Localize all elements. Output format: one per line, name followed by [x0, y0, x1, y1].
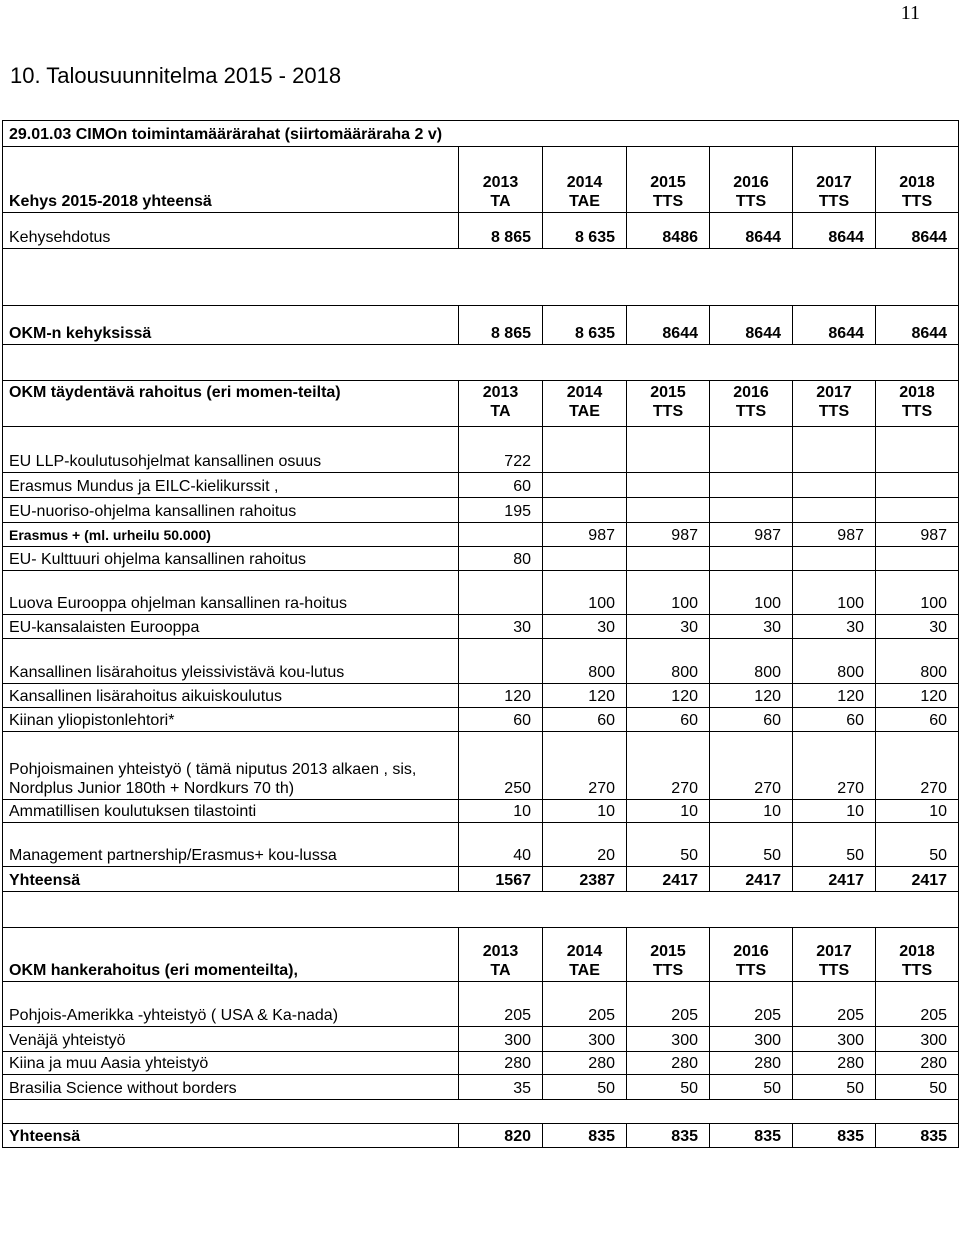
year-label: 2017 — [816, 943, 852, 960]
value-cell: 205 — [543, 982, 627, 1027]
page-number: 11 — [900, 2, 920, 24]
year-header-cell — [627, 147, 710, 213]
value-cell — [543, 547, 627, 571]
value-cell: 30 — [710, 615, 793, 639]
row-label: Brasilia Science without borders — [3, 1075, 459, 1100]
value-cell — [876, 473, 959, 498]
value-cell: 987 — [876, 523, 959, 547]
budget-kind-label: TA — [490, 193, 511, 210]
value-cell: 60 — [459, 473, 543, 498]
year-header-cell — [459, 381, 543, 427]
value-cell: 2417 — [793, 867, 876, 892]
value-cell: 2387 — [543, 867, 627, 892]
value-cell: 50 — [710, 823, 793, 867]
year-label: 2018 — [899, 384, 935, 401]
year-header-cell — [543, 381, 627, 427]
hanke-header-row — [3, 928, 959, 982]
year-label: 2018 — [899, 174, 935, 191]
row-label: EU-kansalaisten Eurooppa — [3, 615, 459, 639]
value-cell: 10 — [710, 800, 793, 823]
hanke-total-row — [3, 1124, 959, 1148]
value-cell: 800 — [627, 639, 710, 684]
value-cell — [459, 523, 543, 547]
year-label: 2017 — [816, 384, 852, 401]
year-label: 2013 — [482, 174, 519, 191]
value-cell: 50 — [876, 1075, 959, 1100]
value-cell: 60 — [627, 708, 710, 732]
value-cell: 722 — [459, 427, 543, 473]
spacer-row — [3, 345, 959, 381]
year-header-cell — [543, 928, 627, 982]
year-header-cell — [459, 147, 543, 213]
row-label: OKM-n kehyksissä — [3, 306, 459, 345]
okm-kehys-row — [3, 306, 959, 345]
page-heading: 10. Talousuunnitelma 2015 - 2018 — [10, 63, 342, 88]
budget-kind-label: TA — [490, 403, 511, 420]
value-cell: 40 — [459, 823, 543, 867]
value-cell: 50 — [627, 823, 710, 867]
section-title: 29.01.03 CIMOn toimintamäärärahat (siirtomääräraha 2 v) — [3, 121, 959, 147]
value-cell — [793, 498, 876, 523]
value-cell: 820 — [459, 1124, 543, 1148]
year-header-cell — [793, 381, 876, 427]
value-cell: 50 — [627, 1075, 710, 1100]
value-cell — [543, 473, 627, 498]
year-header-cell — [710, 147, 793, 213]
kehys-header-row — [3, 147, 959, 213]
value-cell: 8 865 — [459, 213, 543, 249]
value-cell: 120 — [543, 684, 627, 708]
value-cell: 800 — [543, 639, 627, 684]
year-header-cell — [876, 928, 959, 982]
section-title-row — [3, 121, 959, 147]
value-cell: 100 — [793, 571, 876, 615]
row-label: EU LLP-koulutusohjelmat kansallinen osuus — [3, 427, 459, 473]
value-cell: 800 — [710, 639, 793, 684]
value-cell: 120 — [710, 684, 793, 708]
value-cell: 8 865 — [459, 306, 543, 345]
value-cell: 50 — [793, 1075, 876, 1100]
value-cell: 280 — [710, 1052, 793, 1075]
value-cell: 10 — [543, 800, 627, 823]
value-cell: 60 — [543, 708, 627, 732]
value-cell — [793, 473, 876, 498]
year-label: 2016 — [733, 384, 769, 401]
year-label: 2014 — [566, 384, 603, 401]
empty-cell — [3, 1100, 959, 1124]
project-row — [3, 982, 959, 1027]
value-cell: 280 — [543, 1052, 627, 1075]
funding-row — [3, 800, 959, 823]
value-cell — [710, 547, 793, 571]
value-cell: 100 — [876, 571, 959, 615]
value-cell: 195 — [459, 498, 543, 523]
row-label: Kansallinen lisärahoitus aikuiskoulutus — [3, 684, 459, 708]
value-cell: 205 — [710, 982, 793, 1027]
year-header-cell — [627, 381, 710, 427]
budget-kind-label: TA — [490, 962, 511, 979]
value-cell: 100 — [627, 571, 710, 615]
funding-row — [3, 547, 959, 571]
value-cell: 120 — [793, 684, 876, 708]
year-header-cell — [710, 928, 793, 982]
year-header-cell — [459, 928, 543, 982]
budget-kind-label: TTS — [901, 962, 933, 979]
value-cell: 835 — [793, 1124, 876, 1148]
value-cell: 8644 — [793, 213, 876, 249]
value-cell: 987 — [543, 523, 627, 547]
year-header-cell — [876, 381, 959, 427]
value-cell: 280 — [876, 1052, 959, 1075]
value-cell — [710, 498, 793, 523]
value-cell: 300 — [627, 1027, 710, 1052]
row-label: Erasmus + (ml. urheilu 50.000) — [3, 523, 459, 547]
value-cell: 270 — [876, 732, 959, 800]
budget-kind-label: TTS — [818, 193, 850, 210]
year-label: 2015 — [650, 174, 686, 191]
value-cell: 50 — [876, 823, 959, 867]
project-row — [3, 1075, 959, 1100]
value-cell — [876, 498, 959, 523]
value-cell: 30 — [876, 615, 959, 639]
value-cell: 10 — [627, 800, 710, 823]
project-row — [3, 1027, 959, 1052]
value-cell: 205 — [627, 982, 710, 1027]
year-label: 2017 — [816, 174, 852, 191]
value-cell — [793, 427, 876, 473]
year-header-cell — [876, 147, 959, 213]
budget-kind-label: TTS — [652, 403, 684, 420]
value-cell: 120 — [459, 684, 543, 708]
value-cell: 60 — [459, 708, 543, 732]
value-cell: 8644 — [710, 306, 793, 345]
funding-row — [3, 498, 959, 523]
value-cell: 120 — [627, 684, 710, 708]
year-label: 2013 — [482, 943, 519, 960]
year-header-cell — [793, 928, 876, 982]
value-cell — [627, 473, 710, 498]
year-label: 2015 — [650, 943, 686, 960]
row-label: EU- Kulttuuri ohjelma kansallinen rahoitus — [3, 547, 459, 571]
value-cell: 835 — [710, 1124, 793, 1148]
budget-kind-label: TAE — [569, 962, 600, 979]
budget-kind-label: TTS — [901, 193, 933, 210]
value-cell — [876, 547, 959, 571]
row-label: OKM täydentävä rahoitus (eri momen-teilta) — [3, 381, 459, 427]
funding-row — [3, 615, 959, 639]
value-cell: 987 — [627, 523, 710, 547]
value-cell: 300 — [543, 1027, 627, 1052]
value-cell: 50 — [793, 823, 876, 867]
value-cell — [459, 571, 543, 615]
value-cell: 205 — [793, 982, 876, 1027]
value-cell: 835 — [876, 1124, 959, 1148]
year-header-cell — [710, 381, 793, 427]
year-label: 2013 — [482, 384, 519, 401]
value-cell: 50 — [543, 1075, 627, 1100]
value-cell — [710, 473, 793, 498]
value-cell — [459, 639, 543, 684]
budget-kind-label: TAE — [569, 403, 600, 420]
year-label: 2016 — [733, 943, 769, 960]
row-label: Yhteensä — [3, 1124, 459, 1148]
value-cell: 60 — [710, 708, 793, 732]
value-cell: 8644 — [710, 213, 793, 249]
row-label: Management partnership/Erasmus+ kou-lussa — [3, 823, 459, 867]
value-cell: 835 — [543, 1124, 627, 1148]
value-cell: 2417 — [627, 867, 710, 892]
value-cell: 270 — [627, 732, 710, 800]
budget-kind-label: TTS — [818, 403, 850, 420]
value-cell: 270 — [543, 732, 627, 800]
value-cell: 987 — [793, 523, 876, 547]
budget-table — [2, 120, 959, 1148]
value-cell: 800 — [876, 639, 959, 684]
funding-row — [3, 571, 959, 615]
budget-table-body — [3, 121, 959, 1148]
row-label: Luova Eurooppa ohjelman kansallinen ra-hoitus — [3, 571, 459, 615]
project-row — [3, 1052, 959, 1075]
value-cell: 300 — [459, 1027, 543, 1052]
value-cell: 35 — [459, 1075, 543, 1100]
funding-row — [3, 823, 959, 867]
funding-row — [3, 523, 959, 547]
budget-kind-label: TTS — [735, 193, 767, 210]
value-cell: 20 — [543, 823, 627, 867]
value-cell: 270 — [710, 732, 793, 800]
value-cell: 80 — [459, 547, 543, 571]
row-label: EU-nuoriso-ohjelma kansallinen rahoitus — [3, 498, 459, 523]
budget-kind-label: TAE — [569, 193, 600, 210]
value-cell: 60 — [793, 708, 876, 732]
funding-row — [3, 473, 959, 498]
value-cell: 8644 — [876, 213, 959, 249]
value-cell: 30 — [627, 615, 710, 639]
value-cell — [627, 547, 710, 571]
value-cell: 987 — [710, 523, 793, 547]
year-header-cell — [543, 147, 627, 213]
row-label: Kiinan yliopistonlehtori* — [3, 708, 459, 732]
year-label: 2014 — [566, 174, 603, 191]
value-cell: 8644 — [793, 306, 876, 345]
empty-cell — [3, 249, 959, 306]
value-cell — [876, 427, 959, 473]
value-cell: 835 — [627, 1124, 710, 1148]
row-label: OKM hankerahoitus (eri momenteilta), — [3, 928, 459, 982]
value-cell: 2417 — [876, 867, 959, 892]
row-label: Ammatillisen koulutuksen tilastointi — [3, 800, 459, 823]
funding-row — [3, 708, 959, 732]
budget-kind-label: TTS — [735, 962, 767, 979]
funding-row — [3, 732, 959, 800]
value-cell: 280 — [459, 1052, 543, 1075]
value-cell — [543, 498, 627, 523]
year-label: 2016 — [733, 174, 769, 191]
value-cell — [543, 427, 627, 473]
row-label: Venäjä yhteistyö — [3, 1027, 459, 1052]
value-cell: 8644 — [627, 306, 710, 345]
budget-kind-label: TTS — [735, 403, 767, 420]
value-cell — [793, 547, 876, 571]
value-cell: 250 — [459, 732, 543, 800]
spacer-row — [3, 1100, 959, 1124]
row-label: Kiina ja muu Aasia yhteistyö — [3, 1052, 459, 1075]
value-cell: 280 — [627, 1052, 710, 1075]
value-cell: 300 — [876, 1027, 959, 1052]
spacer-row — [3, 249, 959, 306]
row-label: Kansallinen lisärahoitus yleissivistävä kou-lutus — [3, 639, 459, 684]
value-cell: 8 635 — [543, 306, 627, 345]
year-label: 2018 — [899, 943, 935, 960]
value-cell: 205 — [876, 982, 959, 1027]
year-label: 2015 — [650, 384, 686, 401]
value-cell: 2417 — [710, 867, 793, 892]
value-cell: 8 635 — [543, 213, 627, 249]
value-cell: 800 — [793, 639, 876, 684]
value-cell — [710, 427, 793, 473]
spacer-row — [3, 892, 959, 928]
value-cell: 30 — [459, 615, 543, 639]
value-cell: 30 — [543, 615, 627, 639]
value-cell: 8486 — [627, 213, 710, 249]
funding-row — [3, 684, 959, 708]
row-label: Kehysehdotus — [3, 213, 459, 249]
budget-kind-label: TTS — [818, 962, 850, 979]
value-cell: 1567 — [459, 867, 543, 892]
row-label: Yhteensä — [3, 867, 459, 892]
value-cell: 10 — [793, 800, 876, 823]
funding-row — [3, 639, 959, 684]
value-cell — [627, 427, 710, 473]
row-label: Pohjoismainen yhteistyö ( tämä niputus 2013 alkaen , sis, Nordplus Junior 180th + Nordkurs 70 th) — [3, 732, 459, 800]
empty-cell — [3, 892, 959, 928]
value-cell: 30 — [793, 615, 876, 639]
value-cell: 8644 — [876, 306, 959, 345]
empty-cell — [3, 345, 959, 381]
value-cell — [627, 498, 710, 523]
value-cell: 270 — [793, 732, 876, 800]
value-cell: 300 — [710, 1027, 793, 1052]
taydentava-total-row — [3, 867, 959, 892]
budget-kind-label: TTS — [652, 193, 684, 210]
value-cell: 100 — [543, 571, 627, 615]
value-cell: 60 — [876, 708, 959, 732]
value-cell: 280 — [793, 1052, 876, 1075]
value-cell: 10 — [876, 800, 959, 823]
budget-kind-label: TTS — [652, 962, 684, 979]
value-cell: 100 — [710, 571, 793, 615]
row-label: Pohjois-Amerikka -yhteistyö ( USA & Ka-nada) — [3, 982, 459, 1027]
value-cell: 120 — [876, 684, 959, 708]
row-label: Erasmus Mundus ja EILC-kielikurssit , — [3, 473, 459, 498]
value-cell: 205 — [459, 982, 543, 1027]
year-header-cell — [627, 928, 710, 982]
funding-row — [3, 427, 959, 473]
year-label: 2014 — [566, 943, 603, 960]
kehysehdotus-row — [3, 213, 959, 249]
budget-kind-label: TTS — [901, 403, 933, 420]
value-cell: 10 — [459, 800, 543, 823]
year-header-cell — [793, 147, 876, 213]
value-cell: 50 — [710, 1075, 793, 1100]
taydentava-header-row — [3, 381, 959, 427]
value-cell: 300 — [793, 1027, 876, 1052]
row-label: Kehys 2015-2018 yhteensä — [3, 147, 459, 213]
